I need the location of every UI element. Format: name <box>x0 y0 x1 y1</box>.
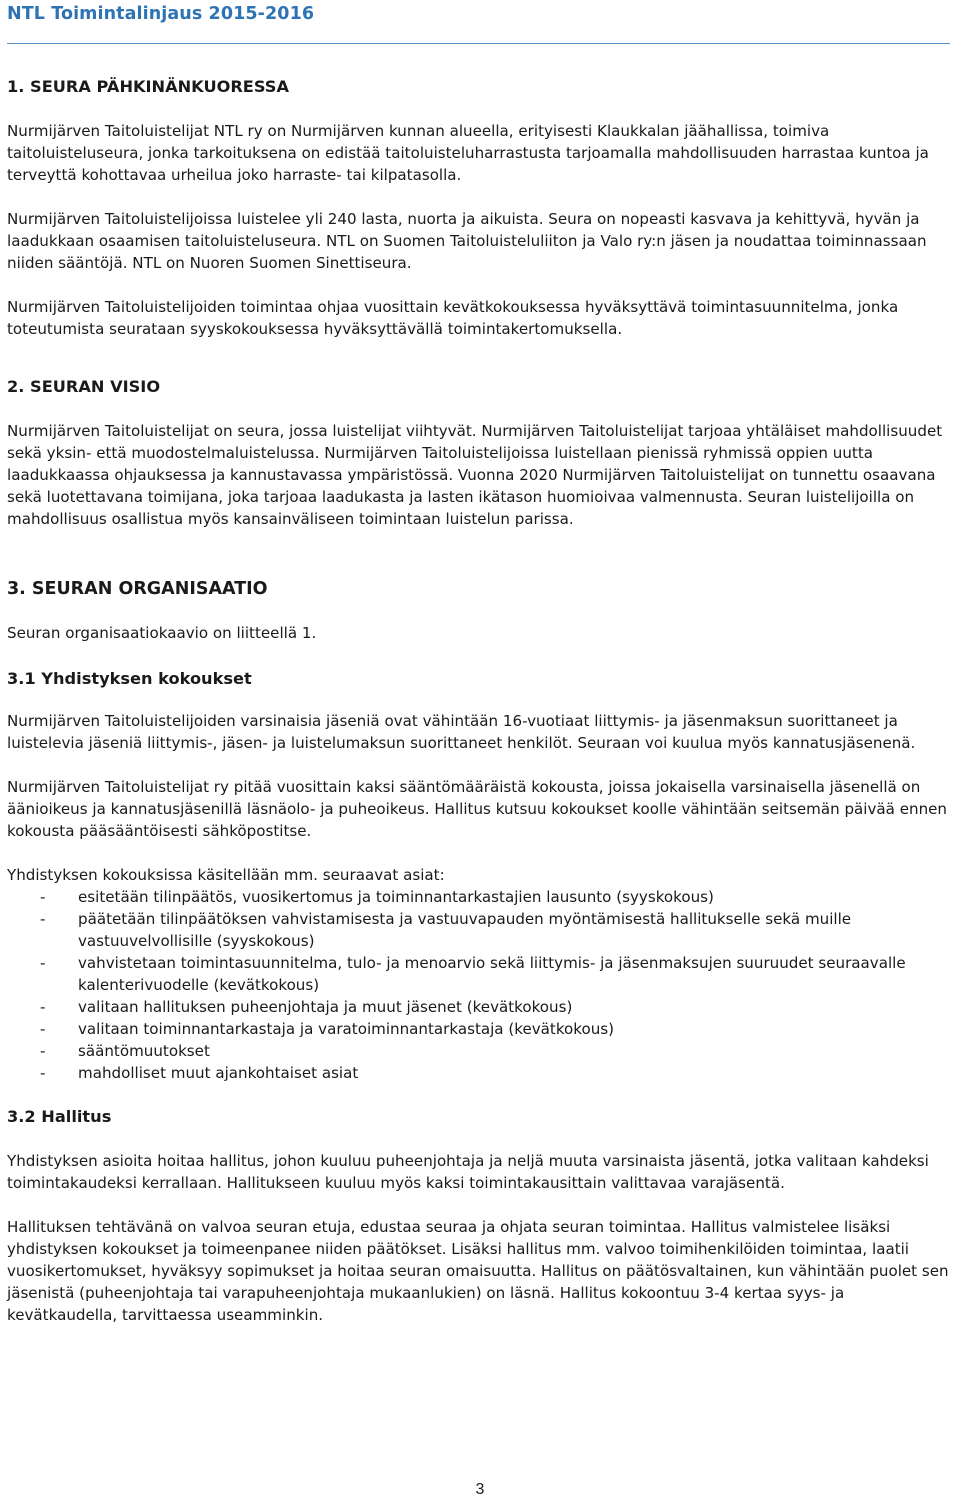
list-item <box>7 908 952 952</box>
section-2-paragraph-1: Nurmijärven Taitoluistelijat on seura, jossa luistelijat viihtyvät. Nurmijärven Taitoluistelijat tarjoaa yhtäläiset mahdollisuudet sekä yksin- että muodostelmaluistelussa. Nurmijärven Taitoluistelijoissa luistellaan pienissä ryhmissä oppien uutta laadukkaassa ohjauksessa ja kannustavassa ympäristössä. Vuonna 2020 Nurmijärven Taitoluistelijat on tunnettu osaavana sekä luotettavana toimijana, joka tarjoaa laadukasta ja lasten ikätason huomioivaa valmennusta. Seuran luistelijoilla on mahdollisuus osallistua myös kansainväliseen toimintaan luistelun parissa. <box>7 422 943 528</box>
list-dash: - <box>40 1020 46 1038</box>
section-3-1-paragraph-2: Nurmijärven Taitoluistelijat ry pitää vuosittain kaksi sääntömääräistä kokousta, joissa jokaisella varsinaisella jäsenellä on äänioikeus ja kannatusjäsenillä läsnäolo- ja puheoikeus. Hallitus kutsuu kokoukset koolle vähintään seitsemän päivää ennen kokousta pääsääntöisesti sähköpostitse. <box>7 778 947 840</box>
list-dash: - <box>40 998 46 1016</box>
section-3-1-paragraph-1: Nurmijärven Taitoluistelijoiden varsinaisia jäseniä ovat vähintään 16-vuotiaat liittymis- ja jäsenmaksun suorittaneet ja luistelevia jäseniä liittymis-, jäsen- ja luistelumaksun suorittaneet henkilöt. Seuraan voi kuulua myös kannatusjäsenenä. <box>7 712 916 752</box>
agenda-list-intro: Yhdistyksen kokouksissa käsitellään mm. seuraavat asiat: <box>7 866 445 884</box>
list-dash: - <box>40 1042 46 1060</box>
section-1-paragraph-3: Nurmijärven Taitoluistelijoiden toimintaa ohjaa vuosittain kevätkokouksessa hyväksyttävä toimintasuunnitelma, jonka toteutumista seurataan syyskokouksessa hyväksyttävällä toimintakertomuksella. <box>7 298 899 338</box>
document-header-title: NTL Toimintalinjaus 2015-2016 <box>7 4 315 24</box>
list-item <box>7 996 952 1018</box>
section-heading-3: 3. SEURAN ORGANISAATIO <box>7 579 268 599</box>
list-item-text: päätetään tilinpäätöksen vahvistamisesta ja vastuuvapauden myöntämisestä hallitukselle sekä muille vastuuvelvollisille (syyskokous) <box>78 910 852 950</box>
list-dash: - <box>40 954 46 972</box>
list-item <box>7 1040 952 1062</box>
list-item-text: mahdolliset muut ajankohtaiset asiat <box>78 1064 359 1082</box>
document-body <box>7 76 952 1326</box>
header-divider <box>7 43 950 44</box>
list-item-text: vahvistetaan toimintasuunnitelma, tulo- ja menoarvio sekä liittymis- ja jäsenmaksujen suuruudet seuraavalle kalenterivuodelle (kevätkokous) <box>78 954 906 994</box>
list-item <box>7 1062 952 1084</box>
section-heading-2: 2. SEURAN VISIO <box>7 377 161 396</box>
section-1-paragraph-2: Nurmijärven Taitoluistelijoissa luistelee yli 240 lasta, nuorta ja aikuista. Seura on nopeasti kasvava ja kehittyvä, hyvän ja laadukkaan osaamisen taitoluisteluseura. NTL on Suomen Taitoluisteluliiton ja Valo ry:n jäsen ja noudattaa toiminnassaan niiden sääntöjä. NTL on Nuoren Suomen Sinettiseura. <box>7 210 927 272</box>
section-3-2-paragraph-1: Yhdistyksen asioita hoitaa hallitus, johon kuuluu puheenjohtaja ja neljä muuta varsinaista jäsentä, jotka valitaan kahdeksi toimintakaudeksi kerrallaan. Hallitukseen kuuluu myös kaksi toimintakausittain valittavaa varajäsentä. <box>7 1152 929 1192</box>
page-number: 3 <box>475 1481 485 1498</box>
list-item-text: valitaan hallituksen puheenjohtaja ja muut jäsenet (kevätkokous) <box>78 998 573 1016</box>
section-heading-3-2: 3.2 Hallitus <box>7 1107 112 1126</box>
list-item-text: sääntömuutokset <box>78 1042 210 1060</box>
list-item <box>7 886 952 908</box>
section-heading-3-1: 3.1 Yhdistyksen kokoukset <box>7 669 252 688</box>
list-dash: - <box>40 1064 46 1082</box>
list-item <box>7 952 952 996</box>
list-dash: - <box>40 910 46 928</box>
agenda-list <box>7 886 952 1084</box>
list-item-text: valitaan toiminnantarkastaja ja varatoiminnantarkastaja (kevätkokous) <box>78 1020 615 1038</box>
list-dash: - <box>40 888 46 906</box>
section-heading-1: 1. SEURA PÄHKINÄNKUORESSA <box>7 77 289 96</box>
list-item <box>7 1018 952 1040</box>
section-3-paragraph-1: Seuran organisaatiokaavio on liitteellä 1. <box>7 624 317 642</box>
list-item-text: esitetään tilinpäätös, vuosikertomus ja toiminnantarkastajien lausunto (syyskokous) <box>78 888 714 906</box>
section-1-paragraph-1: Nurmijärven Taitoluistelijat NTL ry on Nurmijärven kunnan alueella, erityisesti Klaukkalan jäähallissa, toimiva taitoluisteluseura, jonka tarkoituksena on edistää taitoluisteluharrastusta tarjoamalla mahdollisuuden harrastaa kuntoa ja terveyttä kohottavaa urheilua joko harraste- tai kilpatasolla. <box>7 122 929 184</box>
section-3-2-paragraph-2: Hallituksen tehtävänä on valvoa seuran etuja, edustaa seuraa ja ohjata seuran toimintaa. Hallitus valmistelee lisäksi yhdistyksen kokoukset ja toimeenpanee niiden päätökset. Lisäksi hallitus mm. valvoo toimihenkilöiden toimintaa, laatii vuosikertomukset, hyväksyy sopimukset ja hoitaa seuran omaisuutta. Hallitus on päätösvaltainen, kun vähintään puolet sen jäsenistä (puheenjohtaja tai varapuheenjohtaja mukaanlukien) on läsnä. Hallitus kokoontuu 3-4 kertaa syys- ja kevätkaudella, tarvittaessa useamminkin. <box>7 1218 949 1324</box>
